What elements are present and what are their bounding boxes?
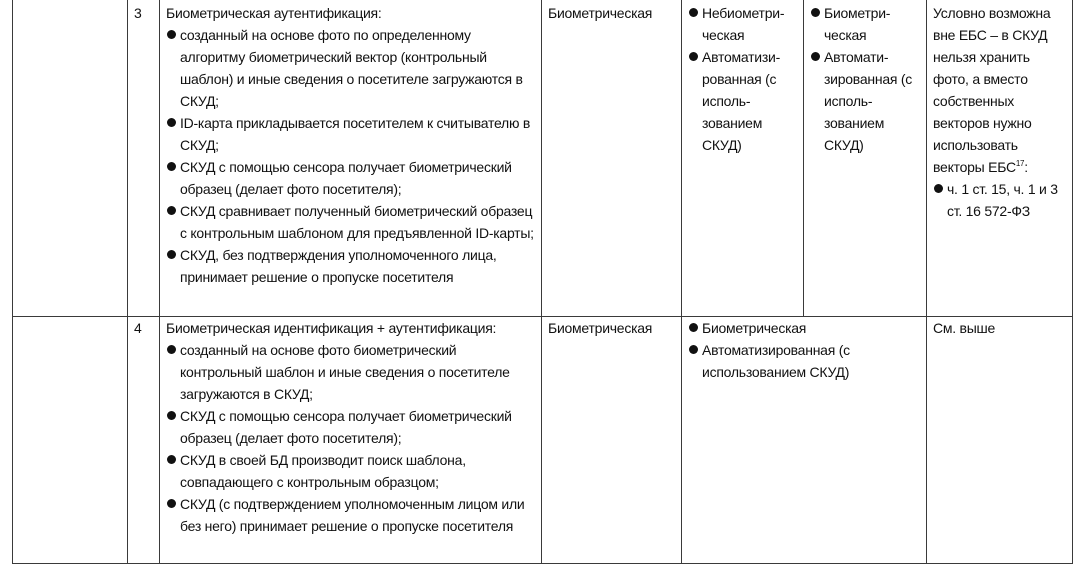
footnote-ref: 17 xyxy=(1015,159,1025,168)
bullet-item: СКУД (с подтверждением уполномоченным лицом или без него) принимает решение о пропуске посетителя xyxy=(166,493,535,537)
row-number: 3 xyxy=(128,0,160,317)
note-cell: См. выше xyxy=(927,317,1073,564)
description-title: Биометрическая аутентификация: xyxy=(166,5,382,21)
bullet-item: ч. 1 ст. 15, ч. 1 и 3 ст. 16 572-ФЗ xyxy=(933,178,1066,222)
bullet-item: Биометрическая xyxy=(688,317,920,339)
bullet-item: созданный на основе фото по определенному алгоритму биометрический вектор (контрольный шаблон) и иные сведения о посетителе загружаются в СКУД; xyxy=(166,24,535,112)
type-cell: Биометрическая xyxy=(542,0,682,317)
bullet-item: СКУД с помощью сенсора получает биометрический образец (делает фото посетителя); xyxy=(166,156,535,200)
bullet-item: СКУД сравнивает полученный биометрический образец с контрольным шаблоном для предъявленной ID-карты; xyxy=(166,200,535,244)
bullet-item: Автомати-зированная (с исполь-зованием СКУД) xyxy=(810,46,920,156)
bullet-item: Автоматизи-рованная (с исполь-зованием СКУД) xyxy=(688,46,797,156)
description-title: Биометрическая идентификация + аутентификация: xyxy=(166,320,497,336)
bullet-item: созданный на основе фото биометрический контрольный шаблон и иные сведения о посетителе загружаются в СКУД; xyxy=(166,339,535,405)
empty-cell xyxy=(13,0,128,317)
row-number: 4 xyxy=(128,317,160,564)
bullet-item: СКУД, без подтверждения уполномоченного лица, принимает решение о пропуске посетителя xyxy=(166,244,535,288)
table-row xyxy=(13,0,1073,317)
description-cell xyxy=(160,317,542,564)
note-cell xyxy=(927,0,1073,317)
method-a-cell xyxy=(682,0,804,317)
method-cell xyxy=(682,317,927,564)
method-b-cell xyxy=(804,0,927,317)
table-row xyxy=(13,317,1073,564)
bullet-item: Биометри-ческая xyxy=(810,2,920,46)
bullet-item: Автоматизированная (с использованием СКУД) xyxy=(688,339,920,383)
description-cell xyxy=(160,0,542,317)
requirements-table xyxy=(12,0,1073,564)
bullet-item: СКУД с помощью сенсора получает биометрический образец (делает фото посетителя); xyxy=(166,405,535,449)
note-text: Условно возможна вне ЕБС – в СКУД нельзя хранить фото, а вместо собственных векторов нужно использовать векторы ЕБС$^{17}$: xyxy=(933,5,1051,175)
empty-cell xyxy=(13,317,128,564)
bullet-item: Небиометри-ческая xyxy=(688,2,797,46)
type-cell: Биометрическая xyxy=(542,317,682,564)
bullet-item: ID-карта прикладывается посетителем к считывателю в СКУД; xyxy=(166,112,535,156)
bullet-item: СКУД в своей БД производит поиск шаблона, совпадающего с контрольным образцом; xyxy=(166,449,535,493)
